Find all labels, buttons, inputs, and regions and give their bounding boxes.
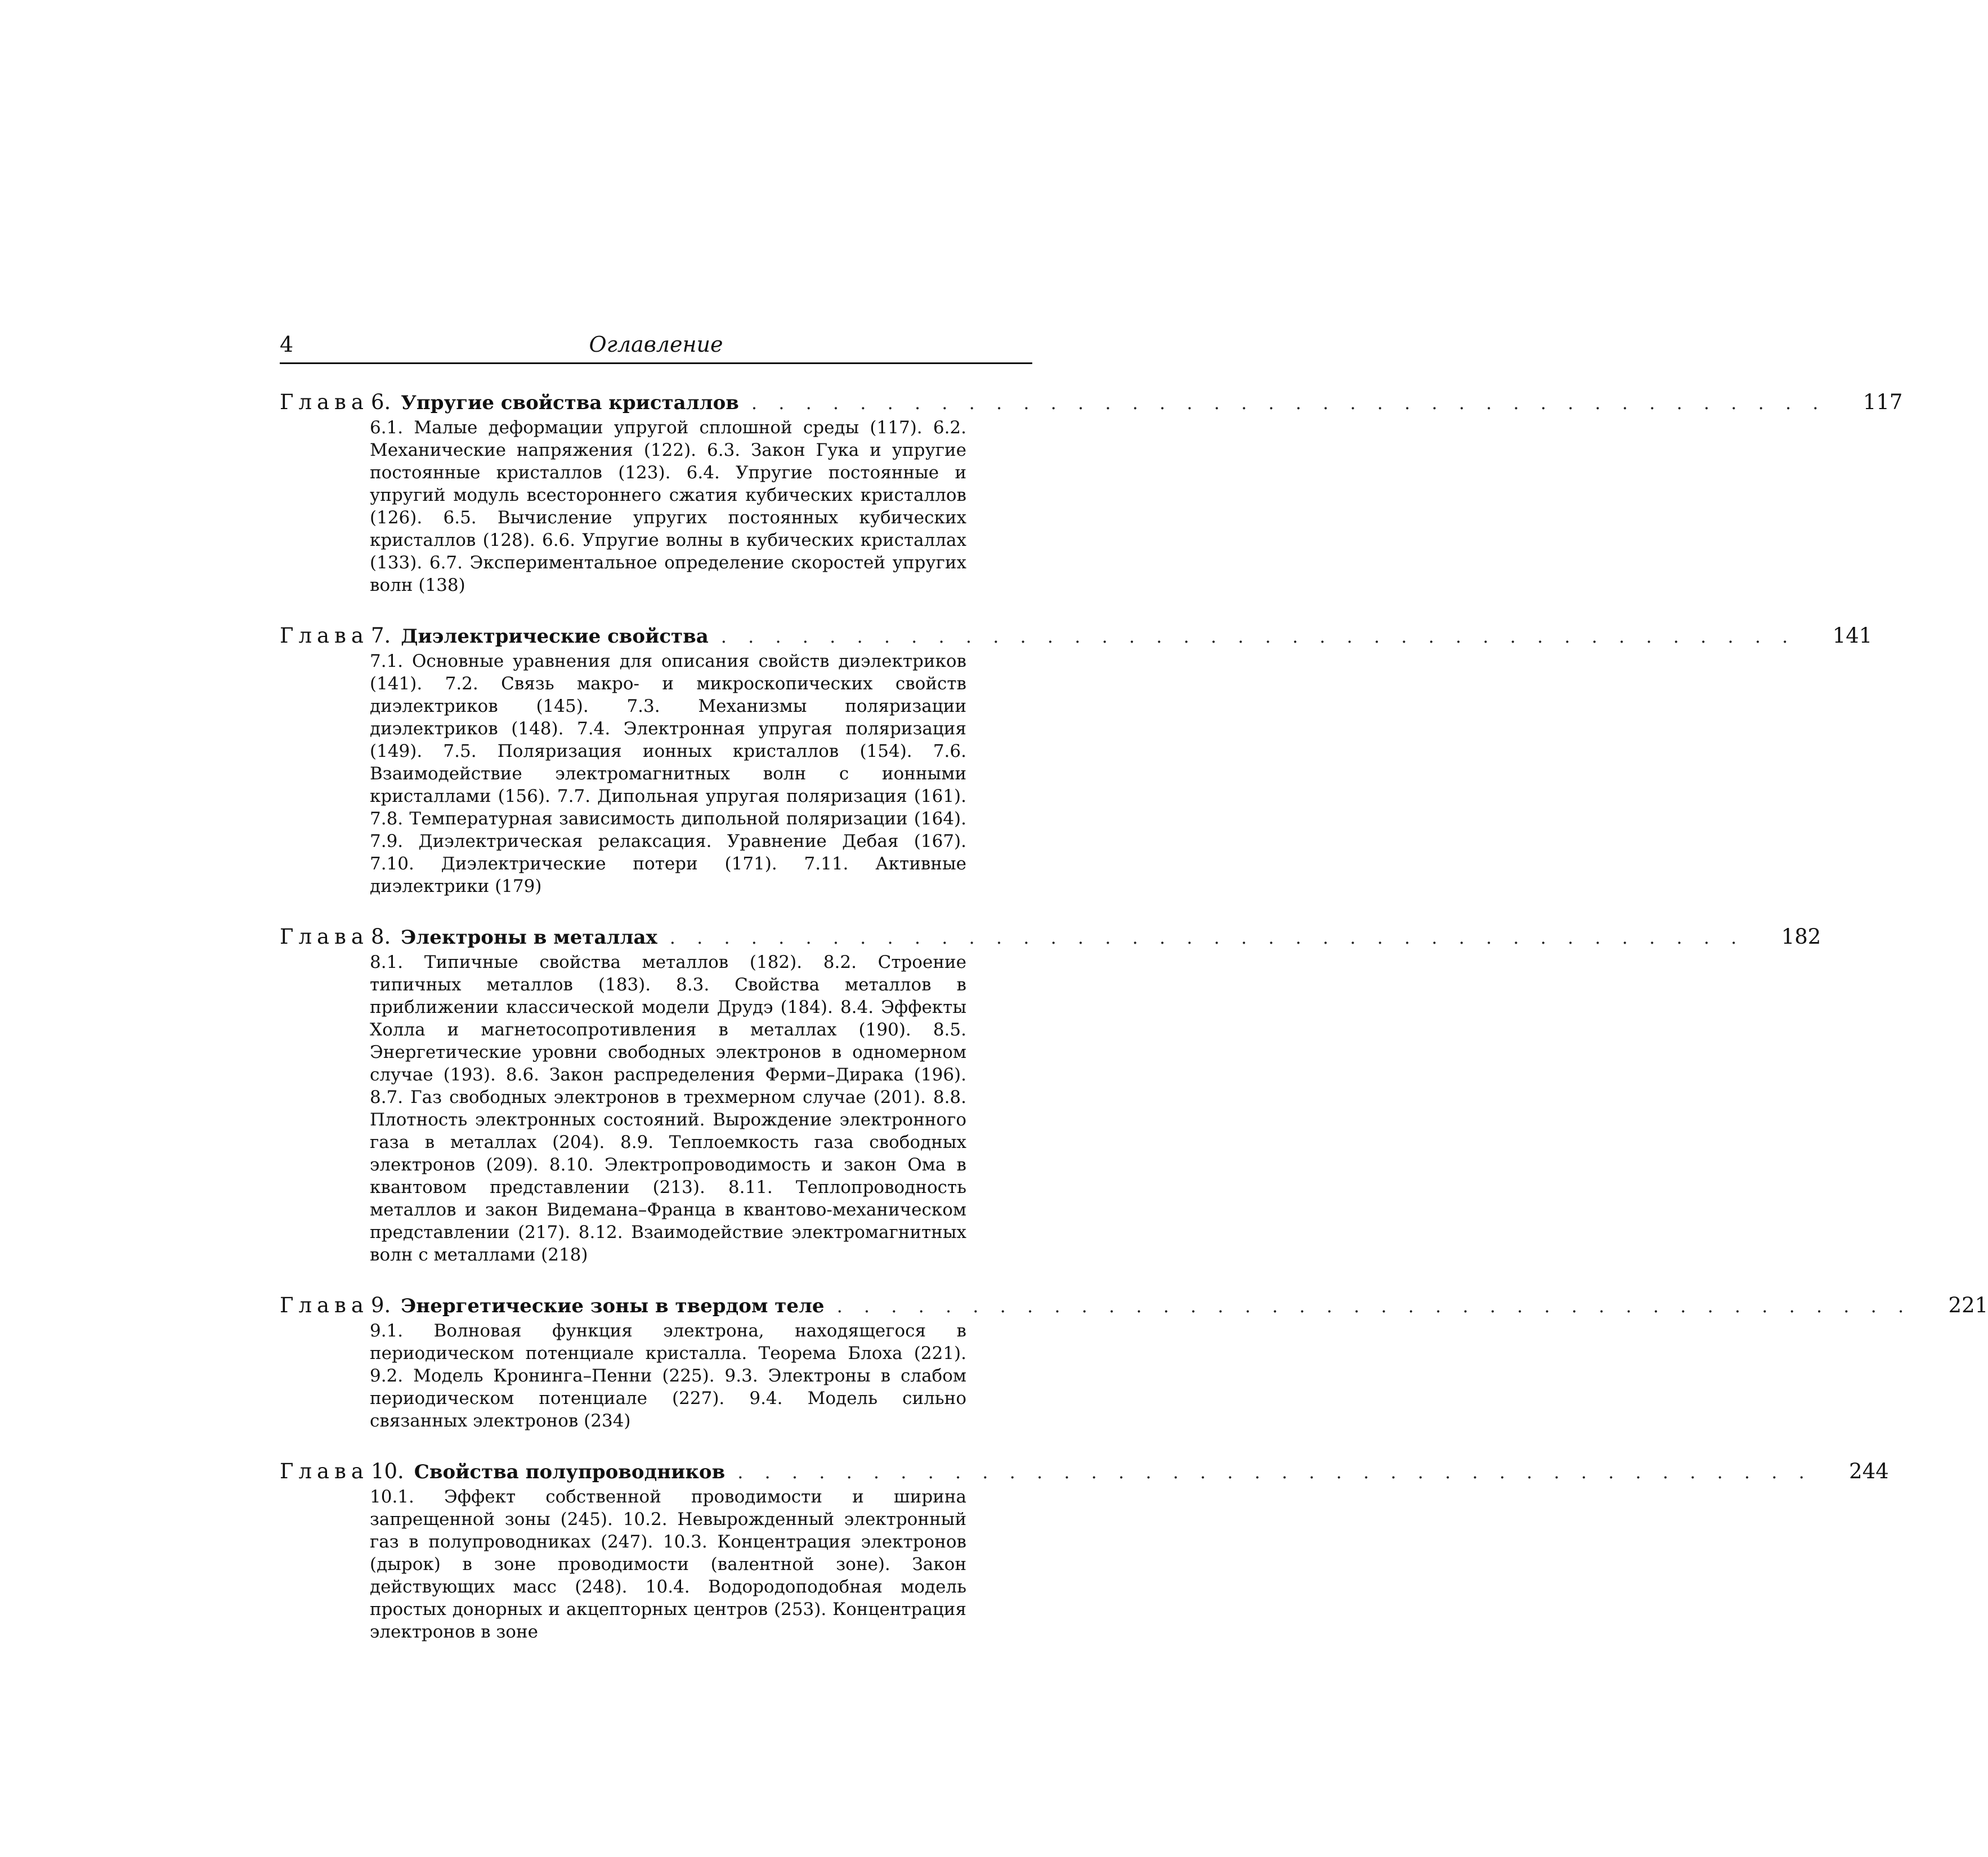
toc-chapter-10 — [280, 1459, 1889, 1643]
chapter-title: Упругие свойства кристаллов — [401, 392, 739, 414]
chapter-title: Диэлектрические свойства — [401, 625, 709, 648]
chapter-number: 8. — [370, 925, 391, 949]
chapter-word: Глава — [280, 390, 369, 414]
chapter-sections: 8.1. Типичные свойства металлов (182). 8.2. Строение типичных металлов (183). 8.3. Свойства металлов в приближении классической модели Друдэ (184). 8.4. Эффекты Холла и магнетосопротивления в металлах (190). 8.5. Энергетические уровни свободных электронов в одномерном случае (193). 8.6. Закон распределения Ферми–Дирака (196). 8.7. Газ свободных электронов в трехмерном случае (201). 8.8. Плотность электронных состояний. Вырождение электронного газа в металлах (204). 8.9. Теплоемкость газа свободных электронов (209). 8.10. Электропроводимость и закон Ома в квантовом представлении (213). 8.11. Теплопроводность металлов и закон Видемана–Франца в квантово-механическом представлении (217). 8.12. Взаимодействие электромагнитных волн с металлами (218) — [370, 952, 966, 1265]
running-title: Оглавление — [589, 332, 723, 357]
dot-leader: . . . . . . . . . . . . . . . . . . . . . . . . . . . . . . . . . . . . . . . . — [737, 1461, 1812, 1483]
chapter-sections: 10.1. Эффект собственной проводимости и ширина запрещенной зоны (245). 10.2. Невырожденный электронный газ в полупроводниках (247). 10.3. Концентрация электронов (дырок) в зоне проводимости (валентной зоне). Закон действующих масс (248). 10.4. Водородоподобная модель простых донорных и акцепторных центров (253). Концентрация электронов в зоне — [370, 1487, 966, 1642]
chapter-title: Электроны в металлах — [401, 926, 657, 949]
chapter-page-number: 244 — [1849, 1459, 1889, 1483]
chapter-number: 9. — [370, 1293, 391, 1317]
chapter-title: Свойства полупроводников — [414, 1461, 726, 1483]
chapter-title: Энергетические зоны в твердом теле — [401, 1295, 825, 1317]
chapter-sections: 7.1. Основные уравнения для описания свойств диэлектриков (141). 7.2. Связь макро- и микроскопических свойств диэлектриков (145). 7.3. Механизмы поляризации диэлектриков (148). 7.4. Электронная упругая поляризация (149). 7.5. Поляризация ионных кристаллов (154). 7.6. Взаимодействие электромагнитных волн с ионными кристаллами (156). 7.7. Дипольная упругая поляризация (161). 7.8. Температурная зависимость дипольной поляризации (164). 7.9. Диэлектрическая релаксация. Уравнение Дебая (167). 7.10. Диэлектрические потери (171). 7.11. Активные диэлектрики (179) — [370, 651, 966, 896]
dot-leader: . . . . . . . . . . . . . . . . . . . . . . . . . . . . . . . . . . . . . . . . — [720, 626, 1796, 647]
chapter-word: Глава — [280, 1293, 369, 1317]
toc-page — [280, 330, 1988, 1643]
chapter-number: 7. — [370, 624, 391, 648]
chapter-number: 10. — [370, 1459, 404, 1483]
chapter-page-number: 141 — [1832, 624, 1873, 648]
toc-chapter-6 — [280, 390, 1903, 596]
dot-leader: . . . . . . . . . . . . . . . . . . . . . . . . . . . . . . . . . . . . . . . . — [751, 392, 1826, 414]
chapter-word: Глава — [280, 624, 369, 648]
toc-chapter-8 — [280, 925, 1821, 1266]
chapter-page-number: 117 — [1862, 390, 1903, 414]
chapter-heading-line — [280, 624, 1873, 649]
chapter-heading-line — [280, 1459, 1889, 1484]
chapter-sections: 6.1. Малые деформации упругой сплошной среды (117). 6.2. Механические напряжения (122). 6.3. Закон Гука и упругие постоянные кристаллов (123). 6.4. Упругие постоянные и упругий модуль всестороннего сжатия кубических кристаллов (126). 6.5. Вычисление упругих постоянных кубических кристаллов (128). 6.6. Упругие волны в кубических кристаллах (133). 6.7. Экспериментальное определение скоростей упругих волн (138) — [370, 418, 966, 595]
dot-leader: . . . . . . . . . . . . . . . . . . . . . . . . . . . . . . . . . . . . . . . . — [836, 1295, 1912, 1317]
toc-chapter-7 — [280, 624, 1873, 898]
chapter-word: Глава — [280, 1459, 369, 1483]
chapter-heading-line — [280, 925, 1821, 950]
chapter-page-number: 182 — [1781, 925, 1821, 949]
chapter-heading-line — [280, 1293, 1988, 1318]
chapter-number: 6. — [370, 390, 391, 414]
toc-chapter-9 — [280, 1293, 1988, 1432]
running-header — [280, 330, 1032, 364]
page-number: 4 — [280, 332, 294, 357]
chapter-heading-line — [280, 390, 1903, 415]
chapter-sections: 9.1. Волновая функция электрона, находящегося в периодическом потенциале кристалла. Теорема Блоха (221). 9.2. Модель Кронинга–Пенни (225). 9.3. Электроны в слабом периодическом потенциале (227). 9.4. Модель сильно связанных электронов (234) — [370, 1321, 966, 1431]
dot-leader: . . . . . . . . . . . . . . . . . . . . . . . . . . . . . . . . . . . . . . . . — [669, 927, 1745, 948]
chapter-word: Глава — [280, 925, 369, 949]
chapter-page-number: 221 — [1948, 1293, 1988, 1317]
